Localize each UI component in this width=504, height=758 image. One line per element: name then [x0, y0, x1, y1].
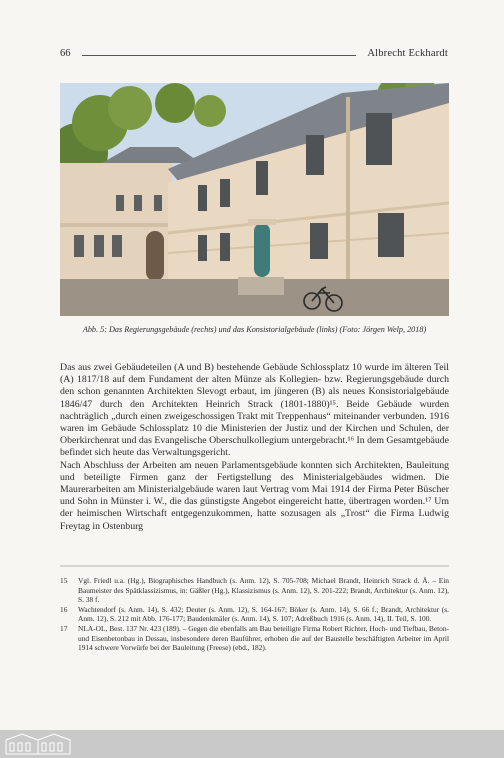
footnote-number: 15: [60, 576, 68, 585]
scan-footer-bar: [0, 730, 504, 758]
header-rule: [82, 55, 356, 56]
body-text: [60, 362, 449, 533]
paragraph: Das aus zwei Gebäudeteilen (A und B) bestehende Gebäude Schlossplatz 10 wurde im älteren Teil (A) 1817/18 auf dem Fundament der alten Münze als Kollegien- bzw. Regierungsgebäude durch den schon genannten Architekten Slevogt erbaut, im jüngeren (B) als neues Konsistorialgebäude 1846/47 durch den Architekten Heinrich Strack (1801-1880)¹⁵. Beide Gebäude wurden nachträglich „durch einen zweigeschossigen Trakt mit Treppenhaus“ miteinander verbunden. 1916 waren im Gebäude Schlossplatz 10 die Ministerien der Justiz und der Kirchen und Schulen, der Oberkirchenrat und das Evangelische Oberschulkollegium untergebracht.¹⁶ In dem Gesamtgebäude befindet sich heute das Verwaltungsgericht.: [60, 362, 449, 459]
building-photo-illustration: [60, 83, 449, 316]
page-header: [60, 48, 448, 62]
footnote-number: 16: [60, 604, 68, 614]
footnote-text: Wachtendorf (s. Anm. 14), S. 432; Deuter (s. Anm. 12), S. 164-167; Böker (s. Anm. 14), S. 66 f.; Brandt, Architektur (s. Anm. 12), S. 212 mit Abb. 176-177; Baudenkmäler (s. Anm. 14), S. 107; Adreßbuch 1916 (s. Anm. 14), II. Teil, S. 100.: [78, 604, 449, 624]
figure-caption: Abb. 5: Das Regierungsgebäude (rechts) und das Konsistorialgebäude (links) (Foto: Jörgen Welp, 2018): [82, 325, 427, 334]
paragraph: Nach Abschluss der Arbeiten am neuen Parlamentsgebäude konnten sich Architekten, Bauleitung und beteiligte Firmen ganz der Fertigstellung des Ministerialgebäudes widmen. Die Maurerarbeiten am Ministerialgebäude waren laut Vertrag vom Mai 1914 der Firma Peter Büscher und Sohn in Münster i. W., die das günstigste Angebot eingereicht hatte, übertragen worden.¹⁷ Um der heimischen Wirtschaft entgegenzukommen, hatte sozusagen als „Trost“ die Firma Ludwig Freytag in Ostenburg: [60, 459, 449, 532]
building-photo: [60, 83, 449, 316]
footnote-text: Vgl. Friedl u.a. (Hg.), Biographisches Handbuch (s. Anm. 12), S. 705-708; Michael Brandt, Heinrich Strack d. Ä. – Ein Baumeister des Spätklassizismus, in: Gäßler (Hg.), Klassizismus (s. Anm. 12), S. 201-222; Brandt, Architektur (s. Anm. 12), S. 38 f.: [78, 576, 449, 605]
footnotes: [60, 576, 449, 653]
running-head-author: Albrecht Eckhardt: [367, 48, 448, 59]
footnote: [60, 605, 449, 624]
footnote-text: NLA-OL, Best. 137 Nr. 423 (189). – Gegen die ebenfalls am Bau beteiligte Firma Robert Richter, Hoch- und Tiefbau, Beton- und Eisenbetonbau in Dessau, insbesondere deren Bauführer, erhoben die auf der Baustelle beschäftigten Arbeiter im April 1914 schwere Vorwürfe bei der Bauleitung (Freese) (ebd., 182).: [78, 623, 450, 653]
footnote-divider: [60, 565, 449, 567]
entrance-steps: [238, 277, 284, 295]
page-number: 66: [60, 48, 71, 59]
footnote-number: 17: [60, 623, 68, 633]
footnote: [60, 624, 449, 653]
footnote: [60, 576, 449, 605]
library-building-logo: [4, 732, 74, 756]
